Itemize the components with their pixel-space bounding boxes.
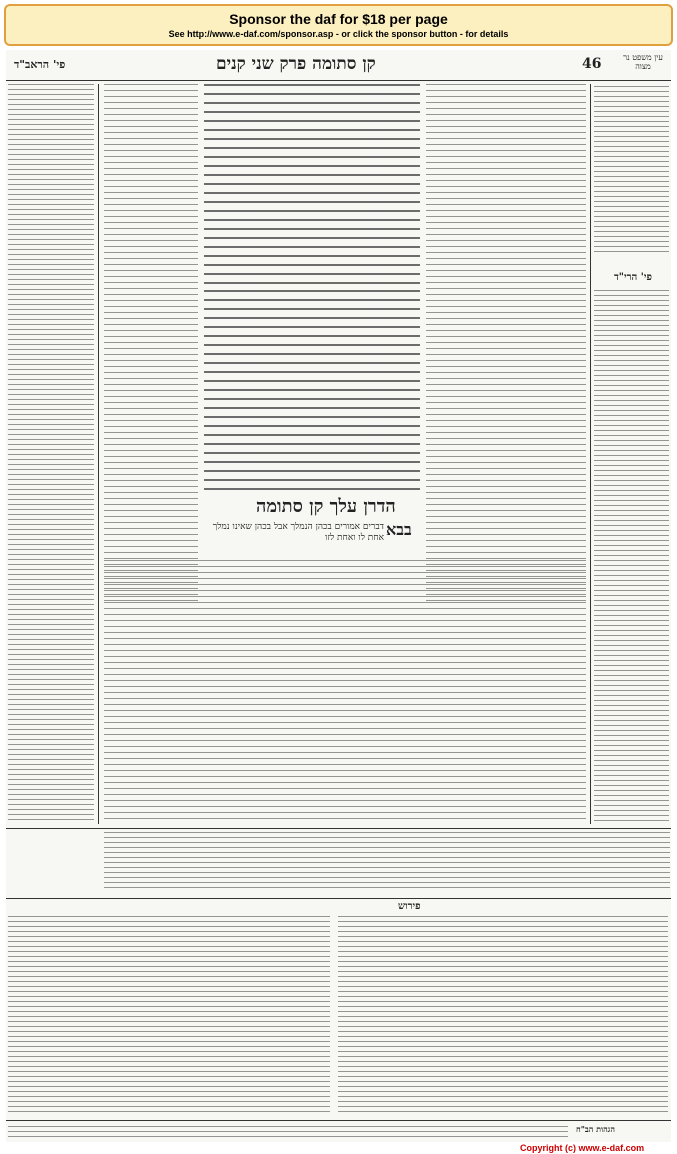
sponsor-banner[interactable] [4,4,673,46]
bottom-section-heading: פירוש [398,901,421,912]
marginal-notes-block [104,832,670,892]
talmud-page [6,50,671,1142]
pirush-hrid-column [594,290,669,824]
sponsor-headline[interactable]: Sponsor the daf for $18 per page [229,11,448,27]
header-rule [6,80,671,81]
gemara-block-top [204,84,420,284]
page-header [6,50,671,80]
haghot-line [8,1126,568,1138]
bottom-left-commentary [8,916,330,1116]
sponsor-link-text[interactable]: See http://www.e-daf.com/sponsor.asp - or click the sponsor button - for details [168,29,509,39]
hadran-title: הדרן עלך קן סתומה [256,496,396,517]
copyright-notice[interactable]: Copyright (c) www.e-daf.com [520,1143,645,1153]
gemara-block-middle [204,290,420,490]
haghot-heading: הגהות הב"ח [576,1124,615,1134]
commentary-header: פי' הראב"ד [14,58,66,71]
lower-divider [6,898,671,899]
lower-commentary-block [104,560,586,824]
ein-mishpat-header: עין משפט נר מצוה [623,53,663,71]
page-title: קן סתומה פרק שני קנים [216,54,376,74]
left-commentary-column [8,84,94,824]
page-number: 46 [582,56,602,72]
ein-mishpat-column [594,86,669,266]
rashi-column [426,84,586,604]
tosfot-column [104,84,198,604]
bottom-right-commentary [338,916,668,1116]
mishna-text: דברים אמורים בכהן הנמלך אבל בכהן שאינו נמלך אחת לו ואחת לזו [212,522,384,543]
column-divider [98,84,99,824]
haghot-divider [6,1120,671,1121]
pirush-hrid-heading: פי' הרי"ד [611,272,655,283]
mishna-keyword: בבא [386,520,412,539]
column-divider-right [590,84,591,824]
footnote-divider [6,828,671,829]
